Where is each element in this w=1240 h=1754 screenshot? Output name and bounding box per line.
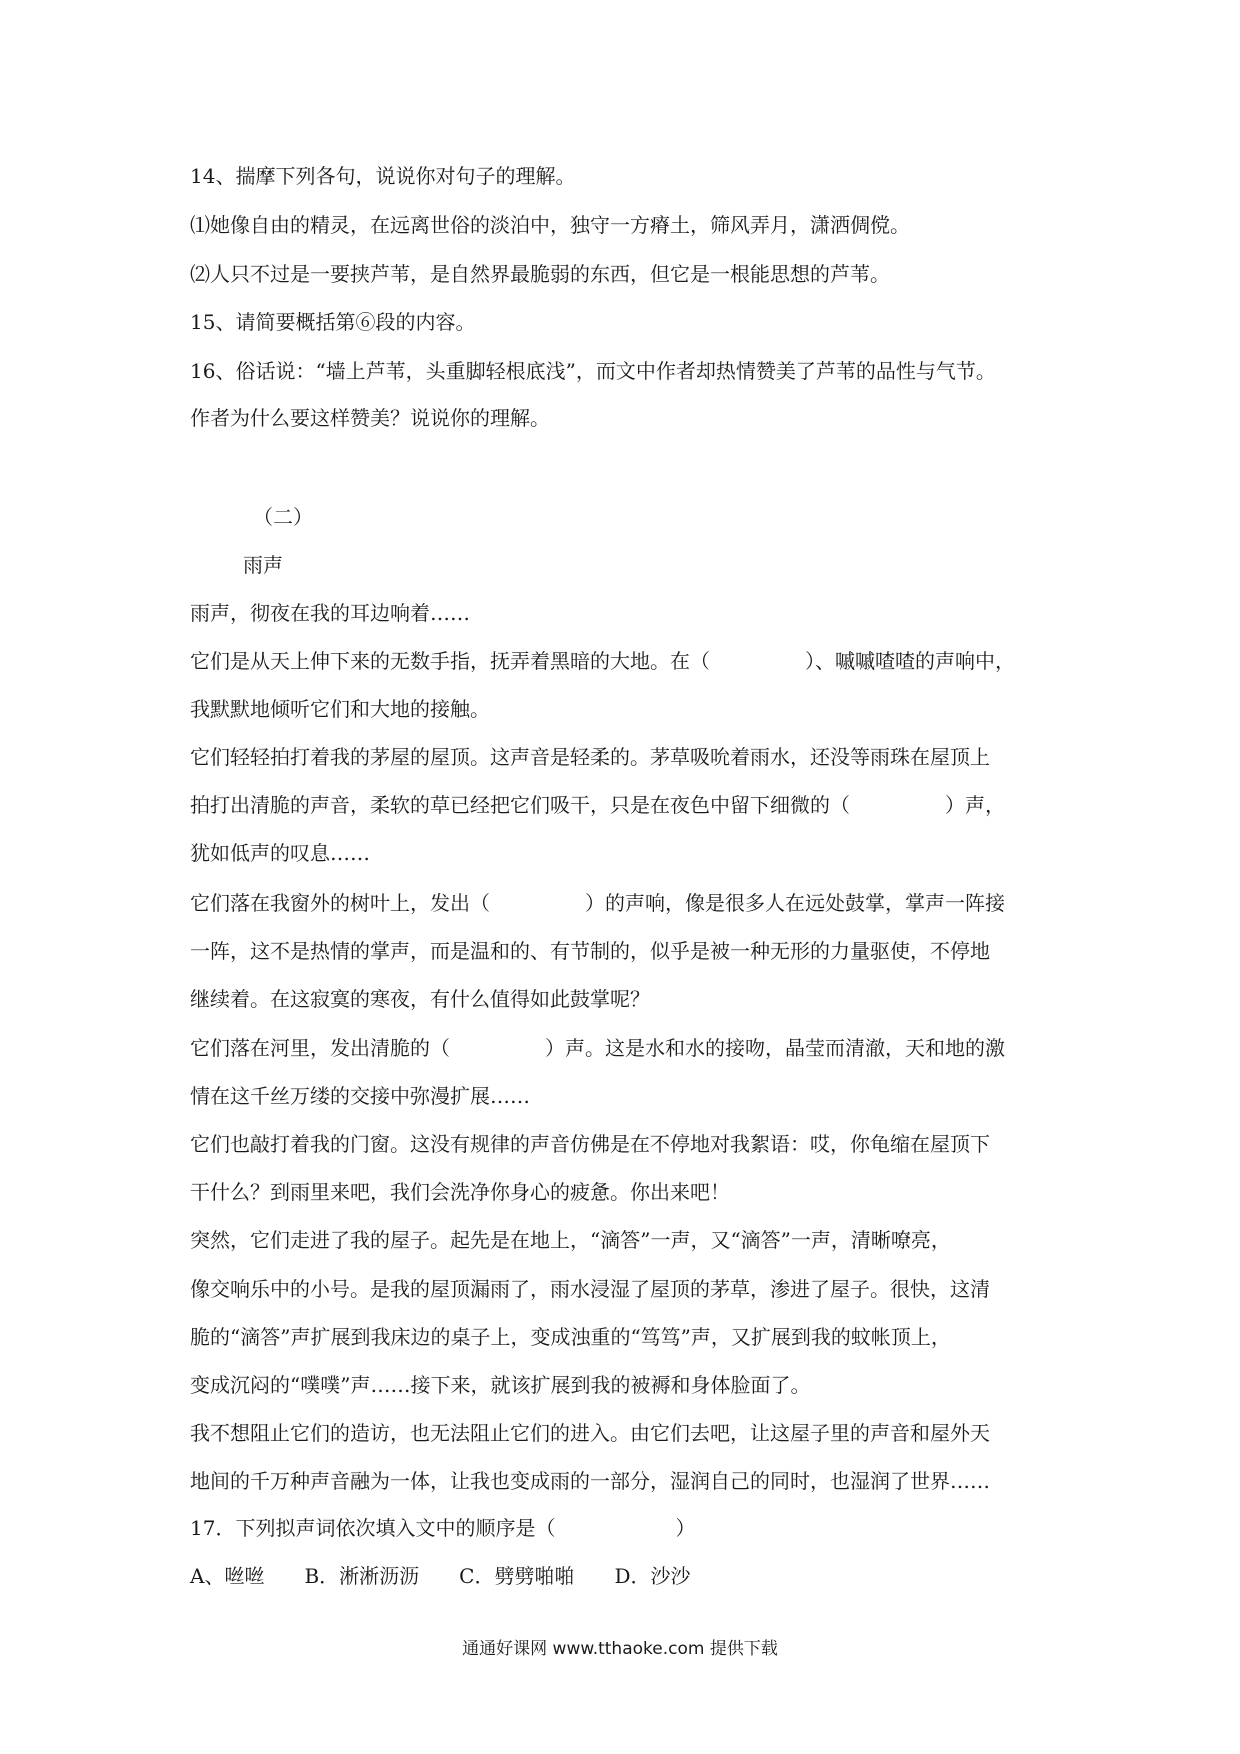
essay-line: 变成沉闷的“噗噗”声……接下来，就该扩展到我的被褥和身体脸面了。: [190, 1373, 811, 1397]
option-a: A、咝咝: [190, 1564, 265, 1588]
essay-line: 脆的“滴答”声扩展到我床边的桌子上，变成浊重的“笃笃”声，又扩展到我的蚊帐顶上，: [190, 1325, 951, 1349]
essay-line: 它们轻轻拍打着我的茅屋的屋顶。这声音是轻柔的。茅草吸吮着雨水，还没等雨珠在屋顶上: [190, 745, 990, 769]
essay-text: ）声，: [945, 793, 1005, 817]
option-b: B．淅淅沥沥: [304, 1564, 420, 1588]
essay-line: 一阵，这不是热情的掌声，而是温和的、有节制的，似乎是被一种无形的力量驱使，不停地: [190, 939, 990, 963]
question-15: 15、请简要概括第⑥段的内容。: [190, 310, 476, 334]
essay-line: 像交响乐中的小号。是我的屋顶漏雨了，雨水浸湿了屋顶的茅草，渗进了屋子。很快，这清: [190, 1277, 990, 1301]
essay-line: [190, 1034, 1005, 1062]
essay-line: [190, 791, 1005, 819]
essay-line: 突然，它们走进了我的屋子。起先是在地上，“滴答”一声，又“滴答”一声，清晰嘹亮，: [190, 1228, 951, 1252]
question-17-stem: 17．下列拟声词依次填入文中的顺序是（: [190, 1516, 556, 1540]
essay-line: 它们也敲打着我的门窗。这没有规律的声音仿佛是在不停地对我絮语：哎，你龟缩在屋顶下: [190, 1132, 990, 1156]
question-14-item-1: ⑴她像自由的精灵，在远离世俗的淡泊中，独守一方瘠土，筛风弄月，潇洒倜傥。: [190, 213, 910, 237]
section-label: （二）: [253, 505, 313, 529]
essay-line: 情在这千丝万缕的交接中弥漫扩展……: [190, 1084, 530, 1108]
essay-line: 干什么？到雨里来吧，我们会洗净你身心的疲惫。你出来吧！: [190, 1180, 730, 1204]
question-16: 16、俗话说：“墙上芦苇，头重脚轻根底浅”，而文中作者却热情赞美了芦苇的品性与气节。: [190, 359, 996, 383]
question-16-cont: 作者为什么要这样赞美？说说你的理解。: [190, 406, 550, 430]
essay-text: 拍打出清脆的声音，柔软的草已经把它们吸干，只是在夜色中留下细微的（: [190, 793, 850, 817]
question-17: [190, 1514, 695, 1542]
essay-line: 我默默地倾听它们和大地的接触。: [190, 697, 490, 721]
essay-text: 它们落在我窗外的树叶上，发出（: [190, 891, 490, 915]
question-14: 14、揣摩下列各句，说说你对句子的理解。: [190, 164, 576, 188]
essay-text: 它们是从天上伸下来的无数手指，抚弄着黑暗的大地。在（: [190, 649, 710, 673]
essay-text: 它们落在河里，发出清脆的（: [190, 1036, 450, 1060]
question-14-item-2: ⑵人只不过是一要挟芦苇，是自然界最脆弱的东西，但它是一根能思想的芦苇。: [190, 262, 890, 286]
essay-text: ）声。这是水和水的接吻，晶莹而清澈，天和地的激: [545, 1036, 1005, 1060]
essay-line: 继续着。在这寂寞的寒夜，有什么值得如此鼓掌呢？: [190, 987, 650, 1011]
question-17-stem-end: ）: [675, 1516, 696, 1540]
option-c: C．劈劈啪啪: [459, 1564, 575, 1588]
essay-line: 雨声，彻夜在我的耳边响着……: [190, 601, 470, 625]
footer-download-note: 通通好课网 www.tthaoke.com 提供下载: [462, 1639, 778, 1659]
question-17-options: [190, 1562, 691, 1590]
essay-title: 雨声: [243, 553, 283, 577]
essay-line: 我不想阻止它们的造访，也无法阻止它们的进入。由它们去吧，让这屋子里的声音和屋外天: [190, 1421, 990, 1445]
essay-text: ）、嘁嘁喳喳的声响中，: [805, 649, 1015, 673]
essay-text: ）的声响，像是很多人在远处鼓掌，掌声一阵接: [585, 891, 1005, 915]
essay-line: 犹如低声的叹息……: [190, 841, 370, 865]
option-d: D．沙沙: [614, 1564, 691, 1588]
essay-line: [190, 889, 1005, 917]
essay-line: 地间的千万种声音融为一体，让我也变成雨的一部分，湿润自己的同时，也湿润了世界……: [190, 1469, 990, 1493]
essay-line: [190, 647, 1015, 675]
